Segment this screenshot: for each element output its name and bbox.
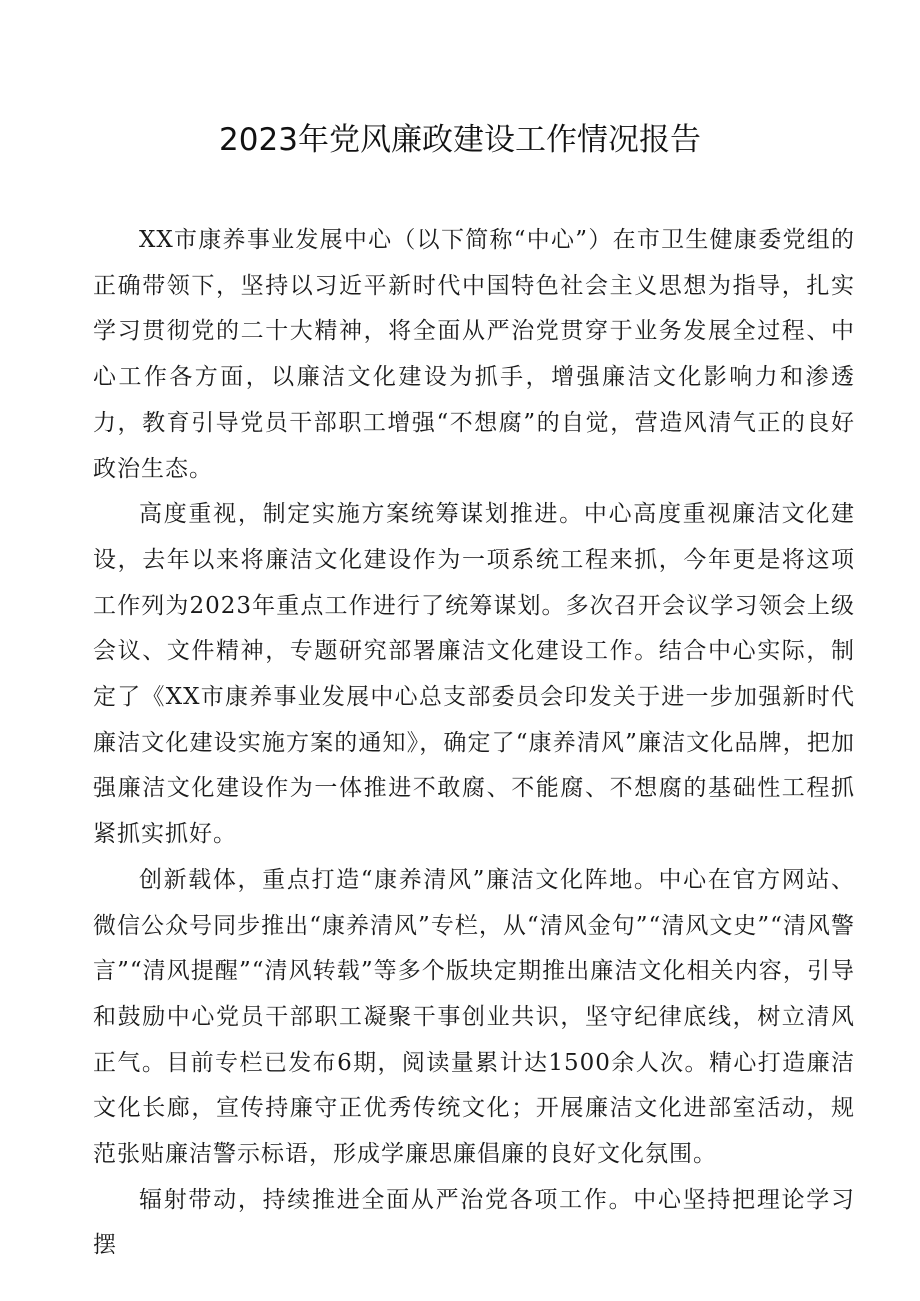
paragraph-radiation: 辐射带动，持续推进全面从严治党各项工作。中心坚持把理论学习摆 [93,1186,855,1259]
paragraph-intro: XX市康养事业发展中心（以下简称“中心”）在市卫生健康委党组的正确带领下，坚持以习近平新时代中国特色社会主义思想为指导，扎实学习贯彻党的二十大精神，将全面从严治党贯穿于业务发展全过程、中心工作各方面，以廉洁文化建设为抓手，增强廉洁文化影响力和渗透力，教育引导党员干部职工增强“不想腐”的自觉，营造风清气正的良好政治生态。 [93,227,855,482]
document-title: 2023年党风廉政建设工作情况报告 [219,122,701,158]
paragraph-innovation: 创新载体，重点打造“康养清风”廉洁文化阵地。中心在官方网站、微信公众号同步推出“康养清风”专栏，从“清风金句”“清风文史”“清风警言”“清风提醒”“清风转载”等多个版块定期推出廉洁文化相关内容，引导和鼓励中心党员干部职工凝聚干事创业共识，坚守纪律底线，树立清风正气。目前专栏已发布6期，阅读量累计达1500余人次。精心打造廉洁文化长廊，宣传持廉守正优秀传统文化；开展廉洁文化进部室活动，规范张贴廉洁警示标语，形成学廉思廉倡廉的良好文化氛围。 [93,866,855,1168]
paragraph-planning: 高度重视，制定实施方案统筹谋划推进。中心高度重视廉洁文化建设，去年以来将廉洁文化建设作为一项系统工程来抓，今年更是将这项工作列为2023年重点工作进行了统筹谋划。多次召开会议学习领会上级会议、文件精神，专题研究部署廉洁文化建设工作。结合中心实际，制定了《XX市康养事业发展中心总支部委员会印发关于进一步加强新时代廉洁文化建设实施方案的通知》，确定了“康养清风”廉洁文化品牌，把加强廉洁文化建设作为一体推进不敢腐、不能腐、不想腐的基础性工程抓紧抓实抓好。 [93,501,855,848]
document-body [93,218,855,1269]
